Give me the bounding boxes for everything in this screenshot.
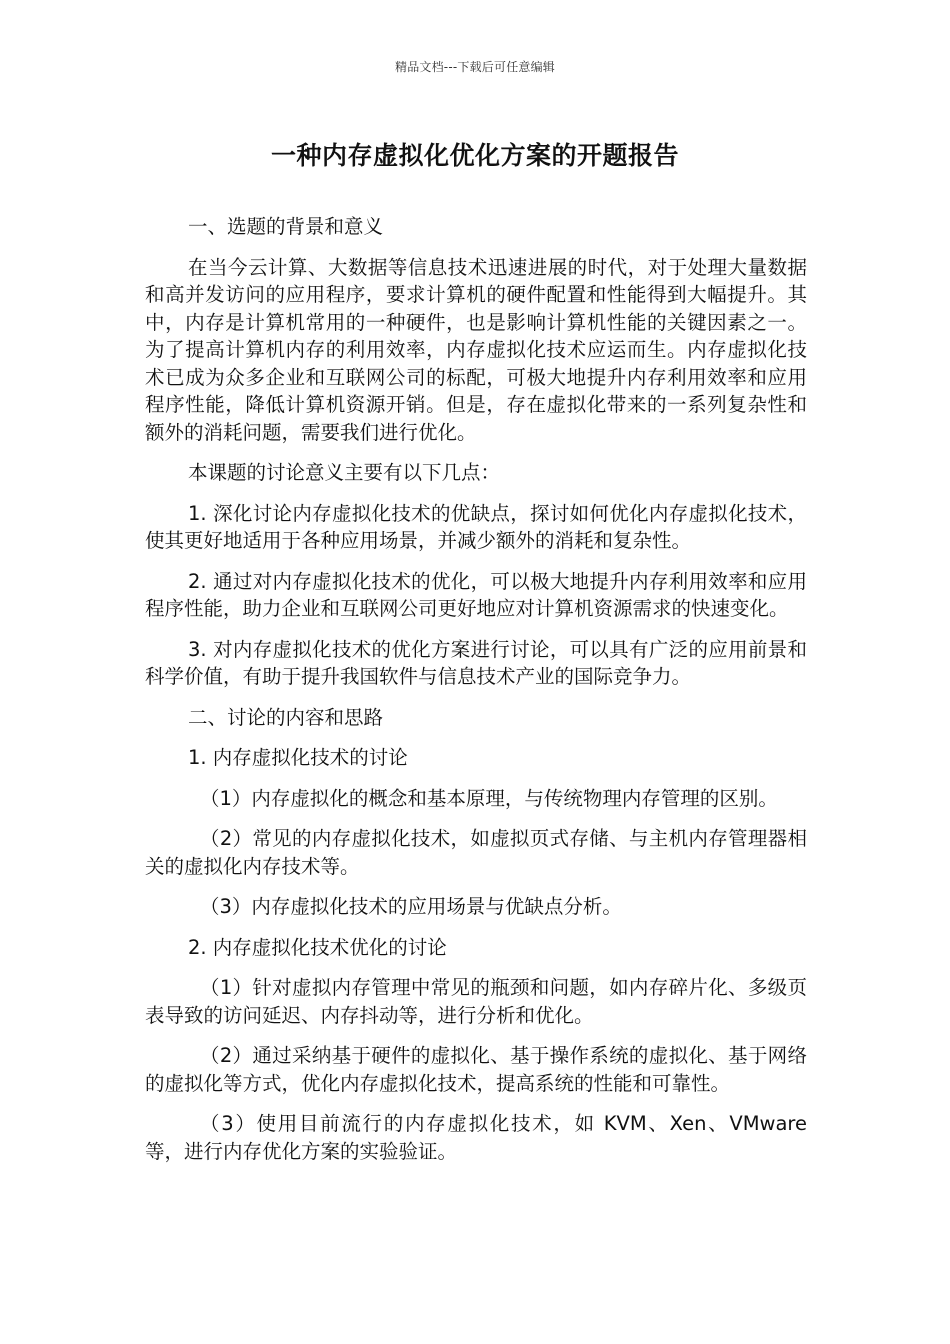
section1-intro: 本课题的讨论意义主要有以下几点：	[188, 461, 501, 484]
section2-heading: 二、讨论的内容和思路	[188, 705, 384, 729]
section2-sub2-item-3: （3）使用目前流行的内存虚拟化技术，如 KVM、Xen、VMware 等，进行内存优化方案的实验验证。	[145, 1112, 807, 1163]
section2-sub2-heading: 2. 内存虚拟化技术优化的讨论	[188, 935, 447, 959]
section2-sub1-item-2: （2）常见的内存虚拟化技术，如虚拟页式存储、与主机内存管理器相关的虚拟化内存技术等。	[145, 827, 807, 878]
section2-sub2-item-2: （2）通过采纳基于硬件的虚拟化、基于操作系统的虚拟化、基于网络的虚拟化等方式，优化内存虚拟化技术，提高系统的性能和可靠性。	[145, 1044, 807, 1095]
section1-point-3: 3. 对内存虚拟化技术的优化方案进行讨论，可以具有广泛的应用前景和科学价值，有助于提升我国软件与信息技术产业的国际竞争力。	[145, 637, 807, 688]
section1-heading: 一、选题的背景和意义	[188, 215, 384, 238]
section1-point-2: 2. 通过对内存虚拟化技术的优化，可以极大地提升内存利用效率和应用程序性能，助力企业和互联网公司更好地应对计算机资源需求的快速变化。	[145, 569, 807, 620]
page-header: 精品文档---下载后可任意编辑	[395, 60, 555, 74]
section2-sub1-item-3: （3）内存虚拟化技术的应用场景与优缺点分析。	[200, 895, 622, 918]
document-title: 一种内存虚拟化优化方案的开题报告	[270, 141, 679, 170]
section2-sub1-item-1: （1）内存虚拟化的概念和基本原理，与传统物理内存管理的区别。	[200, 786, 778, 810]
section1-paragraph: 在当今云计算、大数据等信息技术迅速进展的时代，对于处理大量数据和高并发访问的应用程序，要求计算机的硬件配置和性能得到大幅提升。其中，内存是计算机常用的一种硬件，也是影响计算机性能的关键因素之一。为了提高计算机内存的利用效率，内存虚拟化技术应运而生。内存虚拟化技术已成为众多企业和互联网公司的标配，可极大地提升内存利用效率和应用程序性能，降低计算机资源开销。但是，存在虚拟化带来的一系列复杂性和额外的消耗问题，需要我们进行优化。	[145, 255, 807, 444]
document-body	[145, 213, 807, 1178]
section1-point-1: 1. 深化讨论内存虚拟化技术的优缺点，探讨如何优化内存虚拟化技术，使其更好地适用于各种应用场景，并减少额外的消耗和复杂性。	[145, 501, 807, 552]
section2-sub2-item-1: （1）针对虚拟内存管理中常见的瓶颈和问题，如内存碎片化、多级页表导致的访问延迟、内存抖动等，进行分析和优化。	[145, 976, 807, 1027]
section2-sub1-heading: 1. 内存虚拟化技术的讨论	[188, 746, 408, 769]
